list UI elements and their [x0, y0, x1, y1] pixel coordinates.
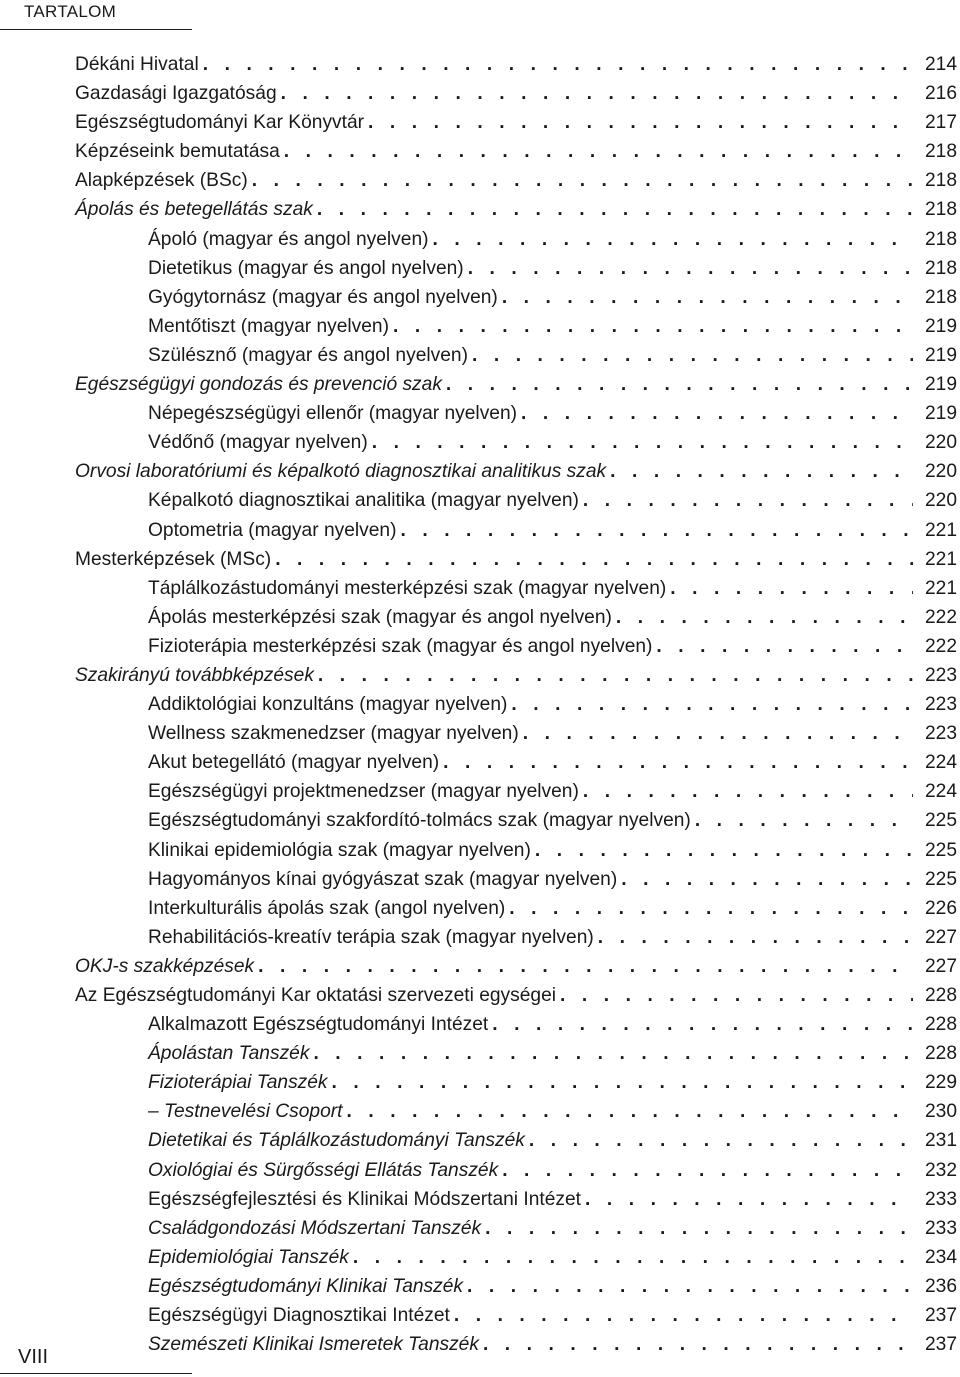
toc-entry-title: Addiktológiai konzultáns (magyar nyelven): [148, 694, 508, 716]
toc-entry-page: 230: [924, 1101, 957, 1123]
toc-entry[interactable]: [75, 956, 957, 985]
toc-entry-title: Fizioterápia mesterképzési szak (magyar és angol nyelven): [148, 635, 653, 657]
toc-entry[interactable]: [75, 490, 957, 519]
toc-entry-page: 228: [924, 985, 957, 1006]
toc-entry-title: Alkalmazott Egészségtudományi Intézet: [148, 1014, 489, 1036]
toc-entry-page: 236: [924, 1275, 957, 1297]
dot-leader: [472, 345, 913, 367]
toc-entry-title: Szakirányú továbbképzések: [75, 664, 314, 686]
toc-entry[interactable]: [75, 403, 957, 432]
toc-entry-page: 234: [924, 1246, 957, 1268]
dot-leader: [203, 54, 913, 76]
toc-entry-page: 233: [924, 1217, 957, 1239]
dot-leader: [529, 1130, 913, 1152]
toc-entry-title: Optometria (magyar nyelven): [148, 519, 397, 541]
toc-entry-title: Orvosi laboratóriumi és képalkotó diagnosztikai analitikus szak: [75, 461, 607, 483]
toc-entry-title: Egészségtudományi Kar Könyvtár: [75, 112, 365, 134]
dot-leader: [372, 432, 913, 454]
toc-entry-page: 220: [924, 432, 957, 454]
toc-entry-title: Dietetikus (magyar és angol nyelven): [148, 257, 464, 279]
toc-entry[interactable]: [75, 1276, 957, 1305]
toc-entry-title: Szemészeti Klinikai Ismeretek Tanszék: [148, 1334, 479, 1356]
toc-entry-title: Klinikai epidemiológia szak (magyar nyelven): [148, 839, 531, 861]
toc-entry[interactable]: [75, 112, 957, 141]
toc-entry-page: 221: [924, 519, 957, 541]
dot-leader: [695, 810, 913, 832]
toc-entry[interactable]: [75, 549, 957, 578]
dot-leader: [535, 840, 913, 862]
toc-entry-title: Képalkotó diagnosztikai analitika (magyar nyelven): [148, 490, 579, 512]
toc-entry-title: Ápolás mesterképzési szak (magyar és angol nyelven): [148, 606, 612, 628]
dot-leader: [454, 1305, 913, 1327]
toc-entry-page: 216: [924, 83, 957, 105]
dot-leader: [656, 636, 913, 658]
toc-entry-page: 226: [924, 897, 957, 919]
toc-entry-page: 217: [924, 112, 957, 134]
toc-entry-page: 221: [924, 548, 957, 570]
toc-entry[interactable]: [75, 781, 957, 810]
toc-entry-page: 221: [924, 577, 957, 599]
toc-entry-title: Hagyományos kínai gyógyászat szak (magyar nyelven): [148, 868, 618, 890]
toc-entry-title: Népegészségügyi ellenőr (magyar nyelven): [148, 403, 518, 425]
toc-entry-title: Mesterképzések (MSc): [75, 548, 272, 570]
toc-entry-title: Szülésznő (magyar és angol nyelven): [148, 344, 468, 366]
toc-entry-page: 224: [924, 781, 957, 803]
toc-entry-page: 237: [924, 1305, 957, 1327]
toc-entry-title: Mentőtiszt (magyar nyelven): [148, 315, 389, 337]
toc-entry-page: 220: [924, 490, 957, 512]
toc-entry[interactable]: [75, 199, 957, 228]
toc-entry-page: 222: [924, 606, 957, 628]
header-rule: [0, 29, 192, 30]
toc-entry-title: Az Egészségtudományi Kar oktatási szervezeti egységei: [75, 985, 556, 1006]
dot-leader: [284, 141, 913, 163]
toc-entry[interactable]: [75, 520, 957, 549]
dot-leader: [523, 723, 913, 745]
toc-entry-title: Akut betegellátó (magyar nyelven): [148, 752, 440, 774]
dot-leader: [433, 229, 913, 251]
dot-leader: [353, 1247, 913, 1269]
toc-entry[interactable]: [75, 432, 957, 461]
dot-leader: [670, 578, 913, 600]
dot-leader: [346, 1101, 913, 1123]
toc-entry-title: Gyógytornász (magyar és angol nyelven): [148, 286, 498, 308]
toc-entry-title: – Testnevelési Csoport: [148, 1101, 343, 1123]
toc-entry[interactable]: [75, 1334, 957, 1363]
toc-entry-title: Interkulturális ápolás szak (angol nyelven): [148, 897, 506, 919]
dot-leader: [313, 1043, 913, 1065]
toc-entry-title: Egészségtudományi Klinikai Tanszék: [148, 1275, 463, 1297]
toc-entry-page: 219: [924, 344, 957, 366]
dot-leader: [621, 869, 913, 891]
dot-leader: [275, 549, 913, 571]
toc-entry[interactable]: [75, 810, 957, 839]
toc-entry[interactable]: [75, 1072, 957, 1101]
toc-entry-page: 218: [924, 141, 957, 163]
toc-entry[interactable]: [75, 170, 957, 199]
toc-entry[interactable]: [75, 869, 957, 898]
toc-entry-title: Egészségügyi Diagnosztikai Intézet: [148, 1305, 450, 1327]
toc-entry[interactable]: [75, 1189, 957, 1218]
toc-entry-title: Rehabilitációs-kreatív terápia szak (magyar nyelven): [148, 926, 594, 948]
dot-leader: [332, 1072, 913, 1094]
toc-entry-title: Ápoló (magyar és angol nyelven): [148, 228, 429, 250]
toc-entry[interactable]: [75, 1043, 957, 1072]
toc-entry-page: 227: [924, 926, 957, 948]
dot-leader: [281, 83, 913, 105]
toc-entry-page: 227: [924, 955, 957, 977]
toc-entry[interactable]: [75, 1247, 957, 1276]
toc-entry[interactable]: [75, 578, 957, 607]
toc-entry-page: 237: [924, 1334, 957, 1356]
toc-entry-title: Egészségügyi gondozás és prevenció szak: [75, 374, 442, 396]
toc-entry-title: Képzéseink bemutatása: [75, 141, 280, 163]
toc-entry-page: 218: [924, 199, 957, 221]
toc-entry-page: 225: [924, 839, 957, 861]
toc-entry[interactable]: [75, 461, 957, 490]
toc-entry[interactable]: [75, 1014, 957, 1043]
dot-leader: [502, 287, 913, 309]
dot-leader: [492, 1014, 913, 1036]
dot-leader: [368, 112, 913, 134]
toc-entry[interactable]: [75, 141, 957, 170]
dot-leader: [468, 258, 913, 280]
dot-leader: [583, 781, 913, 803]
toc-entry-page: 219: [924, 315, 957, 337]
dot-leader: [521, 403, 913, 425]
toc-entry-page: 218: [924, 170, 957, 192]
dot-leader: [446, 374, 913, 396]
toc-entry[interactable]: [75, 636, 957, 665]
dot-leader: [502, 1160, 913, 1182]
dot-leader: [511, 694, 913, 716]
toc-entry-title: Családgondozási Módszertani Tanszék: [148, 1217, 482, 1239]
toc-entry-page: 224: [924, 752, 957, 774]
toc-entry[interactable]: [75, 54, 957, 83]
toc-entry[interactable]: [75, 927, 957, 956]
toc-entry[interactable]: [75, 345, 957, 374]
toc-entry-page: 223: [924, 694, 957, 716]
toc-entry[interactable]: [75, 316, 957, 345]
toc-entry-title: Epidemiológiai Tanszék: [148, 1246, 349, 1268]
toc-entry[interactable]: [75, 287, 957, 316]
dot-leader: [252, 170, 913, 192]
dot-leader: [583, 490, 913, 512]
toc-entry-title: Egészségügyi projektmenedzser (magyar nyelven): [148, 781, 579, 803]
toc-entry-page: 223: [924, 723, 957, 745]
toc-entry-page: 218: [924, 228, 957, 250]
toc-entry-page: 233: [924, 1188, 957, 1210]
toc-entry[interactable]: [75, 985, 957, 1014]
toc-entry-page: 225: [924, 868, 957, 890]
toc-entry-page: 218: [924, 286, 957, 308]
toc-entry-title: OKJ-s szakképzések: [75, 955, 255, 977]
toc-entry-page: 218: [924, 257, 957, 279]
dot-leader: [317, 199, 913, 221]
toc-entry[interactable]: [75, 665, 957, 694]
dot-leader: [443, 752, 913, 774]
dot-leader: [485, 1218, 913, 1240]
dot-leader: [585, 1189, 913, 1211]
toc-entry[interactable]: [75, 1305, 957, 1334]
toc-entry-title: Védőnő (magyar nyelven): [148, 432, 368, 454]
toc-entry[interactable]: [75, 374, 957, 403]
toc-entry[interactable]: [75, 229, 957, 258]
toc-entry[interactable]: [75, 723, 957, 752]
running-header: TARTALOM: [24, 2, 117, 21]
toc-entry-page: 223: [924, 664, 957, 686]
dot-leader: [610, 461, 913, 483]
toc-entry[interactable]: [75, 694, 957, 723]
dot-leader: [616, 607, 913, 629]
dot-leader: [560, 985, 913, 1007]
toc-entry-title: Wellness szakmenedzser (magyar nyelven): [148, 723, 519, 745]
toc-entry[interactable]: [75, 752, 957, 781]
toc-entry-title: Fizioterápiai Tanszék: [148, 1072, 328, 1094]
dot-leader: [400, 520, 913, 542]
toc-entry-title: Egészségtudományi szakfordító-tolmács szak (magyar nyelven): [148, 810, 691, 832]
toc-entry-page: 214: [924, 54, 957, 75]
toc-entry-page: 228: [924, 1043, 957, 1065]
table-of-contents: [75, 54, 957, 1363]
toc-entry-page: 228: [924, 1014, 957, 1036]
dot-leader: [483, 1334, 913, 1356]
dot-leader: [393, 316, 913, 338]
toc-entry[interactable]: [75, 1130, 957, 1159]
toc-entry[interactable]: [75, 83, 957, 112]
toc-entry-page: 225: [924, 810, 957, 832]
toc-entry-page: 222: [924, 635, 957, 657]
toc-entry-page: 229: [924, 1072, 957, 1094]
toc-entry[interactable]: [75, 607, 957, 636]
toc-entry[interactable]: [75, 898, 957, 927]
toc-entry-title: Oxiológiai és Sürgősségi Ellátás Tanszék: [148, 1159, 499, 1181]
toc-entry-title: Ápolás és betegellátás szak: [75, 199, 313, 221]
toc-entry-page: 232: [924, 1159, 957, 1181]
toc-entry-title: Gazdasági Igazgatóság: [75, 83, 277, 105]
toc-entry-title: Dietetikai és Táplálkozástudományi Tanszék: [148, 1130, 525, 1152]
dot-leader: [509, 898, 913, 920]
toc-entry[interactable]: [75, 1218, 957, 1247]
toc-entry-title: Táplálkozástudományi mesterképzési szak (magyar nyelven): [148, 577, 667, 599]
toc-entry-page: 219: [924, 374, 957, 396]
toc-entry[interactable]: [75, 1101, 957, 1130]
toc-entry[interactable]: [75, 840, 957, 869]
dot-leader: [467, 1276, 913, 1298]
toc-entry-page: 219: [924, 403, 957, 425]
toc-entry[interactable]: [75, 258, 957, 287]
toc-entry-title: Alapképzések (BSc): [75, 170, 248, 192]
toc-entry-page: 231: [924, 1130, 957, 1152]
toc-entry-title: Egészségfejlesztési és Klinikai Módszertani Intézet: [148, 1188, 581, 1210]
footer-rule: [0, 1373, 192, 1374]
dot-leader: [598, 927, 913, 949]
dot-leader: [258, 956, 913, 978]
dot-leader: [318, 665, 913, 687]
toc-entry-title: Dékáni Hivatal: [75, 54, 199, 75]
toc-entry-title: Ápolástan Tanszék: [148, 1043, 310, 1065]
page-number: VIII: [18, 1346, 49, 1368]
toc-entry-page: 220: [924, 461, 957, 483]
toc-entry[interactable]: [75, 1160, 957, 1189]
